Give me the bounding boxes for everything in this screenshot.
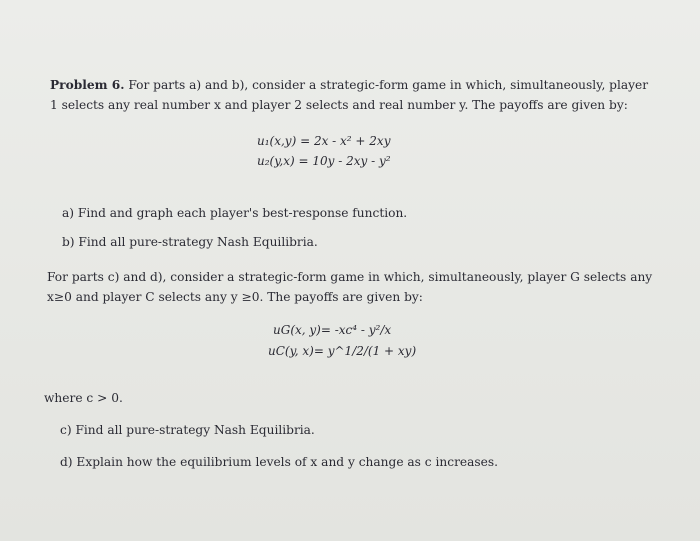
second-intro-line-1: For parts c) and d), consider a strategic-form game in which, simultaneously, player G selects any [47, 270, 653, 284]
part-b: b) Find all pure-strategy Nash Equilibria. [62, 235, 318, 249]
payoff-equation-1: u₁(x,y) = 2x - x² + 2xy [257, 134, 391, 148]
problem-intro-line-1 [50, 78, 648, 93]
payoff-equation-3: uG(x, y)= -xc⁴ - y²/x [273, 323, 392, 337]
problem-number: Problem 6. [50, 78, 125, 92]
part-c: c) Find all pure-strategy Nash Equilibria. [60, 423, 315, 437]
part-a: a) Find and graph each player's best-response function. [62, 206, 408, 220]
problem-intro-line-2: 1 selects any real number x and player 2 selects and real number y. The payoffs are given by: [50, 98, 628, 112]
where-condition: where c > 0. [44, 391, 123, 405]
second-intro-line-2: x≥0 and player C selects any y ≥0. The payoffs are given by: [47, 290, 423, 304]
problem-intro-text-1: For parts a) and b), consider a strategic-form game in which, simultaneously, player [128, 78, 649, 92]
part-d: d) Explain how the equilibrium levels of x and y change as c increases. [60, 455, 498, 469]
payoff-equation-4: uC(y, x)= y^1/2/(1 + xy) [268, 344, 417, 358]
payoff-equation-2: u₂(y,x) = 10y - 2xy - y² [257, 154, 391, 168]
